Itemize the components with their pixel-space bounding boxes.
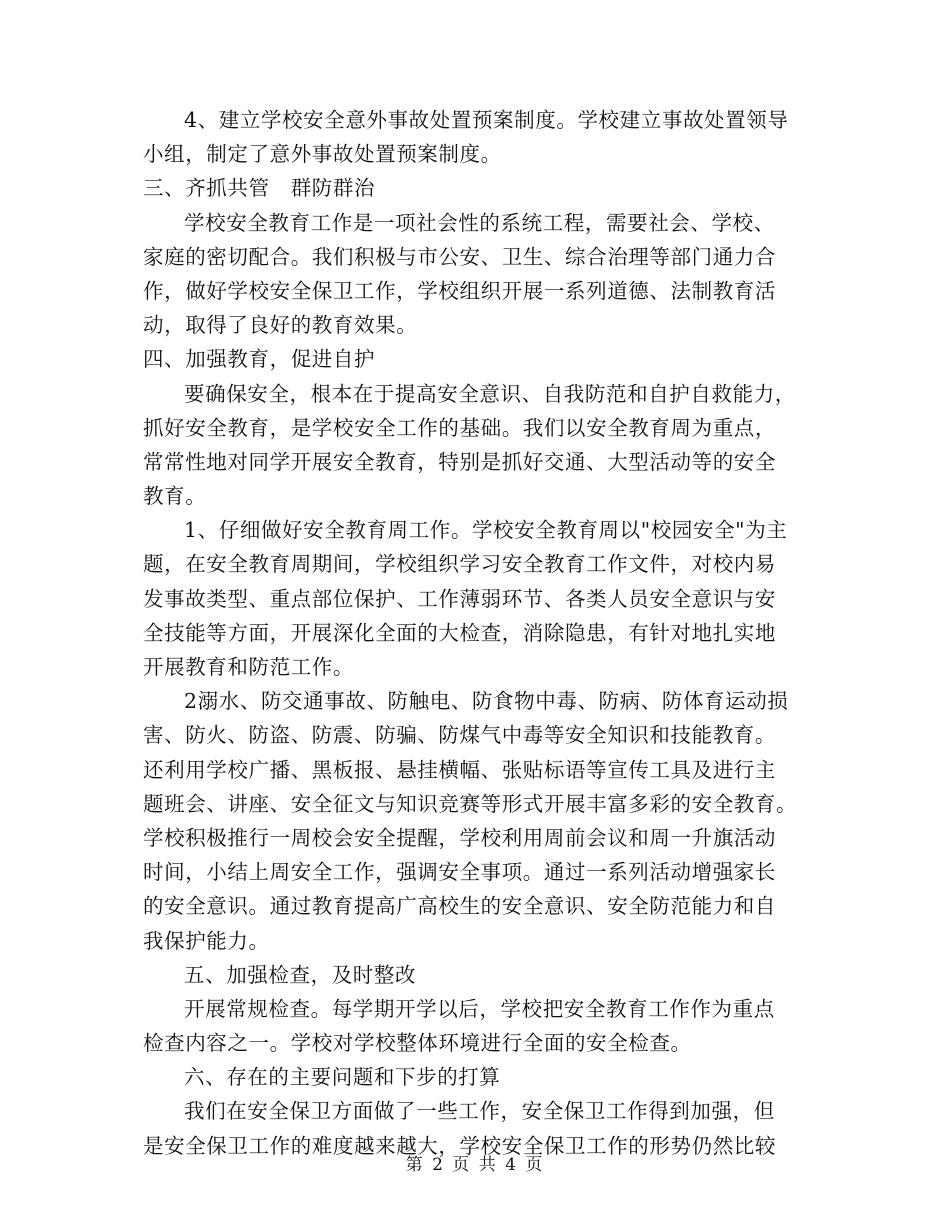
text-line: 全技能等方面，开展深化全面的大检查，消除隐患，有针对地扎实地 bbox=[143, 620, 776, 645]
text-line: 抓好安全教育，是学校安全工作的基础。我们以安全教育周为重点， bbox=[143, 415, 776, 440]
text-line: 学校安全教育工作是一项社会性的系统工程，需要社会、学校、 bbox=[184, 210, 775, 235]
page-footer: 第 2 页 共 4 页 bbox=[405, 1155, 545, 1175]
text-line: 动，取得了良好的教育效果。 bbox=[143, 313, 418, 338]
text-line: 小组，制定了意外事故处置预案制度。 bbox=[143, 142, 502, 167]
text-line: 学校积极推行一周校会安全提醒，学校利用周前会议和周一升旗活动 bbox=[143, 825, 776, 850]
text-line: 四、加强教育，促进自护 bbox=[143, 347, 376, 372]
text-line: 教育。 bbox=[143, 484, 207, 509]
text-line: 检查内容之一。学校对学校整体环境进行全面的安全检查。 bbox=[143, 1031, 692, 1056]
text-line: 是安全保卫工作的难度越来越大，学校安全保卫工作的形势仍然比较 bbox=[143, 1133, 776, 1158]
text-line: 1、仔细做好安全教育周工作。学校安全教育周以"校园安全"为主 bbox=[184, 518, 788, 543]
text-line: 三、齐抓共管 群防群治 bbox=[143, 176, 376, 201]
text-line: 题，在安全教育周期间，学校组织学习安全教育工作文件，对校内易 bbox=[143, 552, 776, 577]
text-line: 4、建立学校安全意外事故处置预案制度。学校建立事故处置领导 bbox=[184, 108, 789, 132]
text-line: 五、加强检查，及时整改 bbox=[184, 962, 417, 987]
text-line: 六、存在的主要问题和下步的打算 bbox=[184, 1065, 501, 1090]
text-line: 我们在安全保卫方面做了一些工作，安全保卫工作得到加强，但 bbox=[184, 1099, 775, 1124]
text-line: 的安全意识。通过教育提高广高校生的安全意识、安全防范能力和自 bbox=[143, 894, 776, 919]
text-line: 作，做好学校安全保卫工作，学校组织开展一系列道德、法制教育活 bbox=[143, 278, 776, 303]
text-line: 题班会、讲座、安全征文与知识竞赛等形式开展丰富多彩的安全教育。 bbox=[143, 791, 798, 816]
text-line: 还利用学校广播、黑板报、悬挂横幅、张贴标语等宣传工具及进行主 bbox=[143, 757, 776, 782]
text-line: 我保护能力。 bbox=[143, 928, 270, 953]
text-line: 时间，小结上周安全工作，强调安全事项。通过一系列活动增强家长 bbox=[143, 860, 776, 885]
text-line: 2溺水、防交通事故、防触电、防食物中毒、防病、防体育运动损 bbox=[184, 689, 789, 714]
text-line: 发事故类型、重点部位保护、工作薄弱环节、各类人员安全意识与安 bbox=[143, 586, 776, 611]
text-line: 家庭的密切配合。我们积极与市公安、卫生、综合治理等部门通力合 bbox=[143, 244, 776, 269]
text-line: 要确保安全，根本在于提高安全意识、自我防范和自护自救能力， bbox=[184, 381, 796, 406]
text-line: 常常性地对同学开展安全教育，特别是抓好交通、大型活动等的安全 bbox=[143, 449, 776, 474]
document-body bbox=[143, 103, 808, 1163]
text-line: 害、防火、防盗、防震、防骗、防煤气中毒等安全知识和技能教育。 bbox=[143, 723, 776, 748]
text-line: 开展常规检查。每学期开学以后，学校把安全教育工作作为重点 bbox=[184, 996, 775, 1021]
text-line: 开展教育和防范工作。 bbox=[143, 655, 354, 679]
